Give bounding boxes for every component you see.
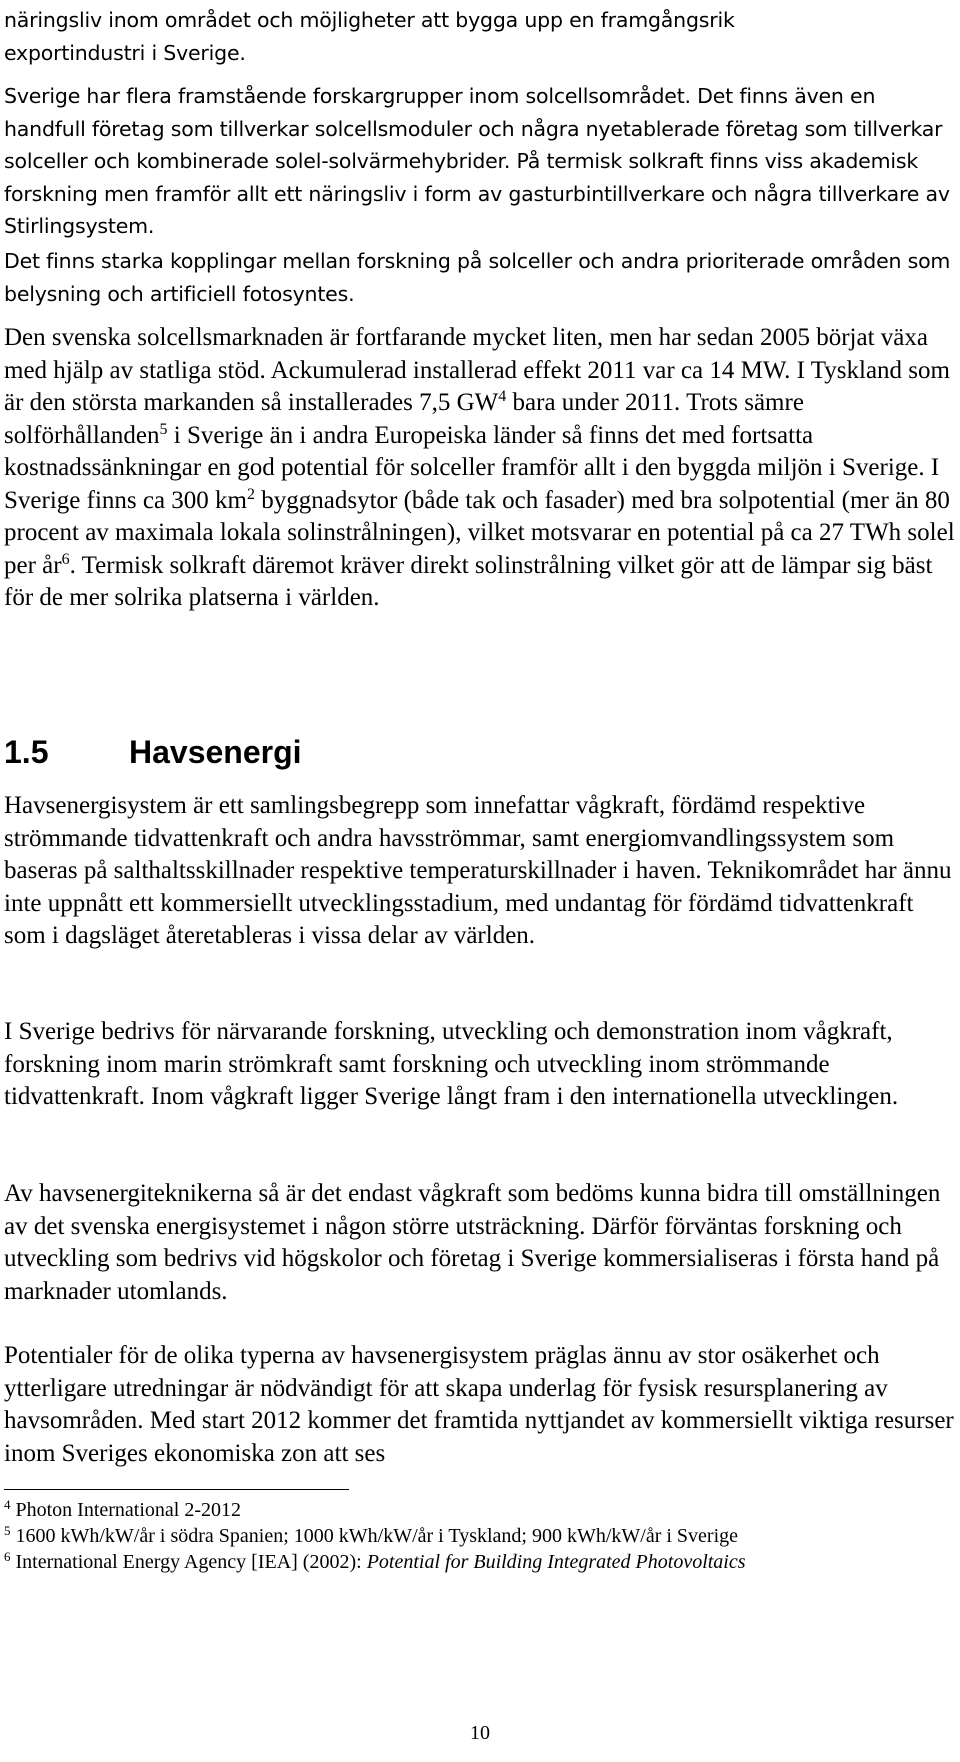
ocean-paragraph-3: Av havsenergiteknikerna så är det endast vågkraft som bedöms kunna bidra till omställningen av det svenska energisystemet i någon större utsträckning. Därför förväntas forskning och utveckling som bedrivs vid högskolor och företag i Sverige kommersialiseras i första hand på marknader utomlands. [4, 1180, 941, 1305]
continued-paragraph-line-2: exportindustri i Sverige. [4, 40, 246, 65]
footnote-5-mark: 5 [4, 1523, 11, 1538]
footnote-4-text: Photon International 2-2012 [10, 1499, 242, 1521]
section-heading [4, 732, 302, 772]
footnote-ref-6[interactable]: 6 [61, 550, 70, 568]
footnote-ref-5[interactable]: 5 [159, 420, 168, 438]
market-text-2: bara under 2011. Trots sämre solförhållanden [4, 389, 804, 449]
market-text-3: i Sverige än i andra Europeiska länder så finns det med fortsatta kostnadssänkningar en god potential för solceller framför allt i den byggda miljön i Sverige. I Sverige finns ca 300 km [4, 421, 940, 514]
ocean-paragraph-2: I Sverige bedrivs för närvarande forskning, utveckling och demonstration inom vågkraft, forskning inom marin strömkraft samt forskning och utveckling inom strömmande tidvattenkraft. Inom vågkraft ligger Sverige långt fram i den internationella utvecklingen. [4, 1018, 899, 1110]
footnote-4-mark: 4 [4, 1497, 11, 1512]
ocean-paragraph-4: Potentialer för de olika typerna av havsenergisystem präglas ännu av stor osäkerhet och ytterligare utredningar är nödvändigt för att skapa underlag för fysisk resursplanering av havsområden. Med start 2012 kommer det framtida nyttjandet av kommersiellt viktiga resurser inom Sveriges ekonomiska zon att ses [4, 1342, 954, 1467]
solar-market-paragraph [4, 322, 956, 615]
research-links-paragraph: Det finns starka kopplingar mellan forskning på solceller och andra prioriterade områden som belysning och artificiell fotosyntes. [4, 249, 951, 306]
ocean-paragraph-1: Havsenergisystem är ett samlingsbegrepp som innefattar vågkraft, fördämd respektive strömmande tidvattenkraft och andra havsströmmar, samt energiomvandlingssystem som baseras på salthaltsskillnader respektive temperaturskillnader i haven. Teknikområdet har ännu inte uppnått ett kommersiellt utvecklingsstadium, med undantag för fördämd tidvattenkraft som i dagsläget återetableras i vissa delar av världen. [4, 792, 952, 949]
market-text-4: byggnadsytor (både tak och fasader) med bra solpotential (mer än 80 procent av maximala lokala solinstrålningen), vilket motsvarar en potential på ca 27 TWh solel per år [4, 486, 955, 579]
footnote-ref-4[interactable]: 4 [498, 388, 507, 405]
km2-exponent: 2 [247, 485, 256, 503]
market-text-1: Den svenska solcellsmarknaden är fortfarande mycket liten, men har sedan 2005 börjat växa med hjälp av statliga stöd. Ackumulerad installerad effekt 2011 var ca 14 MW. I Tyskland som är den största markanden så installerades 7,5 GW [4, 324, 950, 416]
continued-paragraph-line-1: näringsliv inom området och möjligheter att bygga upp en framgångsrik [4, 8, 735, 32]
solar-research-text: Sverige har flera framstående forskargrupper inom solcellsområdet. Det finns även en handfull företag som tillverkar solcellsmoduler och några nyetablerade företag som tillverkar solceller och kombinerade solel-solvärmehybrider. [4, 84, 943, 173]
continued-paragraph [4, 4, 956, 69]
footnote-4 [4, 1497, 956, 1523]
footnote-5 [4, 1523, 956, 1549]
footnote-6-mark: 6 [4, 1549, 11, 1564]
solar-research-paragraph [4, 80, 956, 243]
section-number: 1.5 [4, 734, 49, 770]
market-text-5: . Termisk solkraft däremot kräver direkt solinstrålning vilket gör att de lämpar sig bäst för de mer solrika platserna i världen. [4, 551, 933, 611]
section-title: Havsenergi [129, 734, 302, 770]
footnote-6-text: International Energy Agency [IEA] (2002): [10, 1551, 367, 1573]
solar-thermal-text: På termisk solkraft finns viss akademisk forskning men framför allt ett näringsliv i form av gasturbintillverkare och några tillverkare av Stirlingsystem. [4, 149, 950, 238]
footnotes [4, 1497, 956, 1575]
footnote-6 [4, 1549, 956, 1575]
footnote-5-text: 1600 kWh/kW/år i södra Spanien; 1000 kWh/kW/år i Tyskland; 900 kWh/kW/år i Sverige [10, 1525, 739, 1547]
footnote-separator [4, 1489, 349, 1490]
footnote-6-title: Potential for Building Integrated Photovoltaics [366, 1551, 746, 1573]
page-number: 10 [470, 1722, 490, 1744]
